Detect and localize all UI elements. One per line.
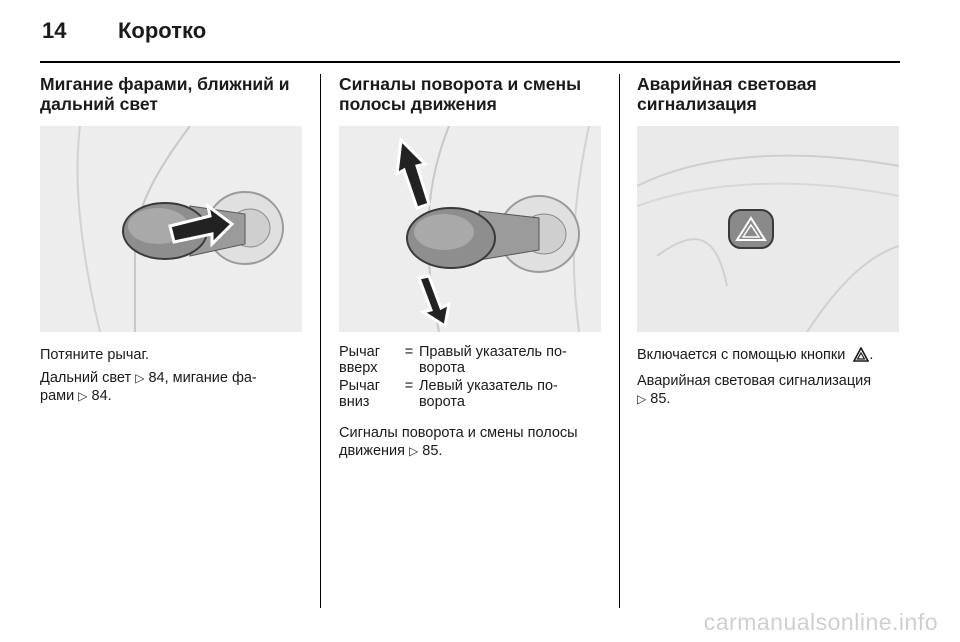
text: Включается с помощью кнопки (637, 347, 846, 363)
reference-link[interactable]: 84, мигание фа- (148, 370, 257, 386)
text: Дальний свет (40, 370, 132, 386)
page-number: 14 (42, 18, 67, 43)
definition-equals: = (404, 378, 414, 394)
paragraph (339, 424, 601, 460)
section-title: Аварийная световая сигнализация (637, 74, 817, 114)
turn-signal-lever-illustration (339, 126, 601, 332)
section-turn-signals (339, 74, 601, 465)
paragraph (637, 372, 899, 408)
paragraph: Потяните рычаг. (40, 347, 149, 363)
section-headlight-flash (40, 74, 302, 410)
hazard-triangle-icon (853, 347, 869, 367)
reference-link[interactable]: 85. (422, 443, 443, 459)
column-divider (619, 74, 620, 608)
text: Аварийная световая сигнализация (637, 373, 872, 389)
definition-term: Рычаг вниз (339, 378, 381, 410)
paragraph (637, 346, 899, 367)
header-rule (40, 61, 900, 63)
definition-equals: = (404, 344, 414, 360)
reference-link[interactable]: 84. (91, 388, 112, 404)
reference-link[interactable]: 85. (650, 391, 671, 407)
section-title: Мигание фарами, ближний и дальний свет (40, 74, 290, 114)
column-divider (320, 74, 321, 608)
text: Сигналы поворота и смены полосы движения (339, 425, 578, 459)
definition-row (339, 344, 601, 376)
definition-description: Правый указатель по-ворота (419, 344, 567, 376)
reference-arrow-icon: ▷ (135, 371, 145, 385)
chapter-title: Коротко (118, 18, 207, 43)
text: . (869, 347, 874, 363)
headlight-lever-illustration (40, 126, 302, 332)
definition-description: Левый указатель по-ворота (419, 378, 558, 410)
definition-row (339, 378, 601, 410)
section-hazard-lights (637, 74, 899, 413)
reference-arrow-icon: ▷ (78, 389, 88, 403)
watermark: carmanualsonline.info (703, 609, 938, 635)
definition-table (339, 344, 601, 410)
section-title: Сигналы поворота и смены полосы движения (339, 74, 582, 114)
hazard-button-illustration (637, 126, 899, 332)
reference-arrow-icon: ▷ (409, 444, 419, 458)
text: рами (40, 388, 75, 404)
reference-arrow-icon: ▷ (637, 392, 647, 406)
page-header (42, 18, 206, 50)
definition-term: Рычаг вверх (339, 344, 381, 376)
paragraph (40, 369, 302, 405)
